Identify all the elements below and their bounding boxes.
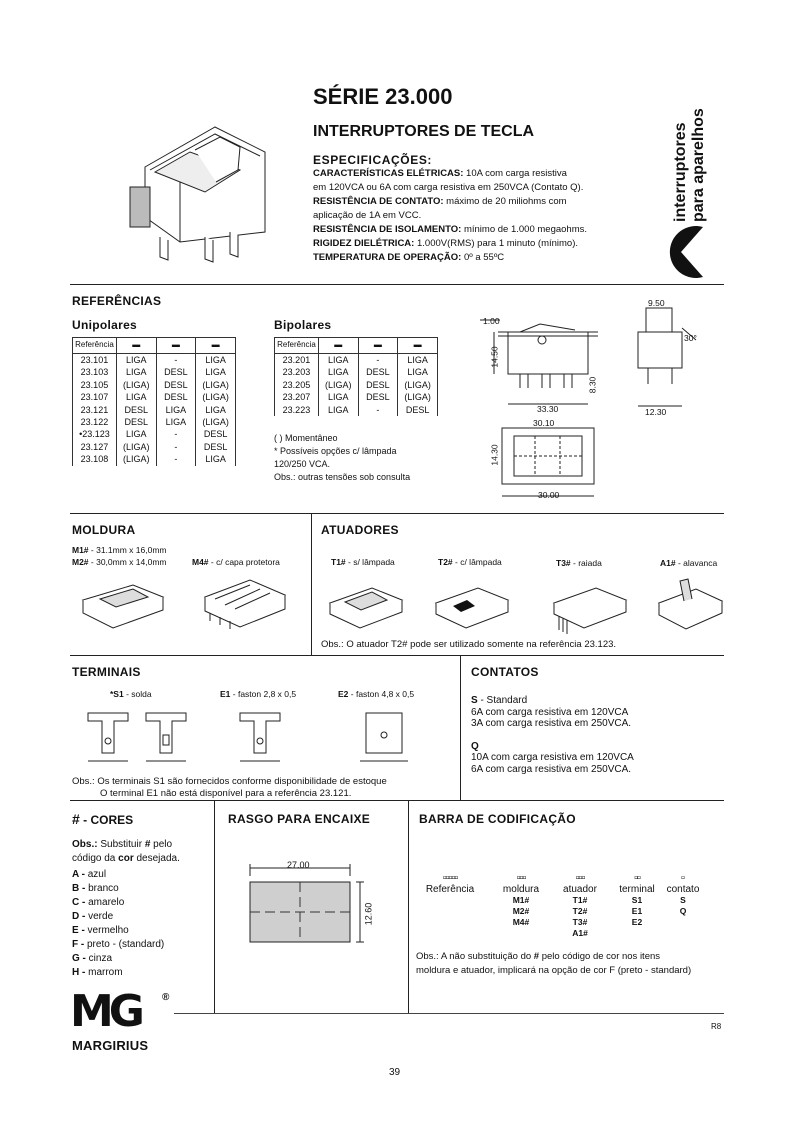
table-cell: - bbox=[376, 404, 380, 415]
table-cell: DESL bbox=[164, 379, 188, 390]
code-boxes-icon: ▫▫▫ bbox=[516, 872, 526, 884]
contato-line: 10A com carga resistiva em 120VCA bbox=[471, 752, 634, 763]
table-cell: 23.127 bbox=[80, 441, 109, 452]
table-cell: - bbox=[174, 454, 178, 465]
specs-list bbox=[313, 167, 643, 265]
note-line: O terminal E1 não está disponível para a referência 23.121. bbox=[100, 788, 352, 799]
dim-label: 14.50 bbox=[489, 346, 500, 368]
dim-label: 30.00 bbox=[538, 490, 560, 500]
dim-label: 30.10 bbox=[533, 418, 555, 428]
table-cell: 23.205 bbox=[282, 379, 311, 390]
table-cell: LIGA bbox=[327, 392, 349, 403]
dim-label: 14.30 bbox=[489, 444, 500, 466]
table-cell: DESL bbox=[124, 417, 148, 428]
barra-heading: BARRA DE CODIFICAÇÃO bbox=[419, 812, 576, 826]
table-cell: DESL bbox=[124, 404, 148, 415]
table-cell: 23.223 bbox=[282, 404, 311, 415]
rocker-pos-2-icon: ▬ bbox=[358, 338, 398, 354]
revision: R8 bbox=[711, 1022, 722, 1031]
table-cell: LIGA bbox=[327, 367, 349, 378]
bipolar-title: Bipolares bbox=[274, 318, 332, 332]
rasgo-height: 12.60 bbox=[363, 902, 374, 926]
table-cell: LIGA bbox=[205, 367, 226, 378]
spec-line: CARACTERÍSTICAS ELÉTRICAS: 10A com carga resistiva bbox=[313, 168, 567, 179]
terminal-e2-drawing bbox=[350, 703, 430, 773]
divider bbox=[70, 655, 724, 656]
table-cell: - bbox=[174, 355, 178, 365]
specs-heading: ESPECIFICAÇÕES: bbox=[313, 153, 433, 167]
contato-line: 6A com carga resistiva em 120VCA bbox=[471, 706, 629, 718]
unipolar-title: Unipolares bbox=[72, 318, 138, 332]
table-cell: LIGA bbox=[205, 355, 226, 365]
terminal-e2: E2 - faston 4,8 x 0,5 bbox=[338, 689, 415, 699]
table-cell: 23.203 bbox=[282, 367, 311, 378]
list-item: B - branco bbox=[72, 883, 119, 894]
table-cell: (LIGA) bbox=[122, 379, 150, 390]
table-cell: 23.201 bbox=[282, 355, 311, 365]
code-col-options: S Q bbox=[679, 895, 687, 916]
atuador-t1-image bbox=[327, 578, 407, 633]
table-cell: LIGA bbox=[125, 429, 147, 440]
table-cell: (LIGA) bbox=[404, 392, 431, 403]
dim-label: 1.00 bbox=[483, 316, 500, 326]
table-cell: LIGA bbox=[125, 355, 147, 365]
atuador-t1: T1# - s/ lâmpada bbox=[331, 557, 395, 567]
code-col-reference bbox=[421, 872, 479, 895]
side-label-line-2: para aparelhos bbox=[690, 108, 707, 222]
code-col-label: contato bbox=[666, 884, 700, 895]
reference-notes bbox=[274, 432, 410, 484]
position-column bbox=[116, 354, 156, 466]
position-column bbox=[318, 354, 358, 417]
code-col-moldura bbox=[497, 872, 545, 928]
table-cell: LIGA bbox=[125, 392, 147, 403]
list-item: G - cinza bbox=[72, 953, 113, 964]
spec-line: RIGIDEZ DIELÉTRICA: 1.000V(RMS) para 1 minuto (mínimo). bbox=[313, 238, 579, 249]
table-cell: - bbox=[174, 441, 178, 452]
terminal-e1: E1 - faston 2,8 x 0,5 bbox=[220, 689, 297, 699]
contato-line: 3A com carga resistiva em 250VCA. bbox=[471, 718, 632, 729]
terminais-heading: TERMINAIS bbox=[72, 665, 141, 679]
code-col-contato bbox=[662, 872, 704, 917]
terminal-s1-drawing bbox=[78, 703, 208, 773]
table-cell: (LIGA) bbox=[202, 392, 229, 403]
spec-line: em 120VCA ou 6A com carga resistiva em 250VCA (Contato Q). bbox=[313, 182, 584, 193]
list-item: H - marrom bbox=[72, 967, 123, 978]
atuador-a1: A1# - alavanca bbox=[660, 558, 718, 568]
table-cell: LIGA bbox=[165, 404, 187, 415]
table-cell: (LIGA) bbox=[202, 417, 229, 428]
table-cell: 23.103 bbox=[80, 367, 109, 378]
table-cell: LIGA bbox=[205, 454, 226, 465]
table-cell: 23.108 bbox=[80, 454, 109, 465]
atuador-t3-image bbox=[551, 578, 631, 638]
cores-obs: Obs.: Substituir # pelo código da cor desejada. bbox=[72, 839, 180, 864]
moldura-m4-image bbox=[200, 575, 290, 630]
table-cell: (LIGA) bbox=[202, 379, 229, 390]
table-cell: LIGA bbox=[205, 404, 226, 415]
rocker-pos-2-icon: ▬ bbox=[156, 338, 196, 354]
position-column bbox=[358, 354, 398, 417]
contatos-heading: CONTATOS bbox=[471, 665, 539, 679]
table-cell: LIGA bbox=[165, 417, 187, 428]
side-label-emblem-icon bbox=[663, 222, 713, 282]
table-cell: LIGA bbox=[407, 367, 428, 378]
spec-line: RESISTÊNCIA DE ISOLAMENTO: mínimo de 1.000 megaohms. bbox=[313, 224, 588, 235]
terminal-e1-drawing bbox=[230, 703, 310, 773]
table-header-reference: Referência bbox=[275, 338, 319, 354]
note-line: ( ) Momentâneo bbox=[274, 433, 338, 443]
moldura-heading: MOLDURA bbox=[72, 523, 136, 537]
cores-heading: # - CORES bbox=[72, 811, 134, 827]
code-boxes-icon: ▫ bbox=[681, 872, 685, 884]
divider bbox=[70, 284, 724, 285]
side-label bbox=[672, 62, 716, 222]
divider-vertical bbox=[214, 800, 215, 1013]
table-cell: DESL bbox=[366, 367, 390, 378]
table-cell: LIGA bbox=[327, 404, 349, 415]
side-label-line-1: interruptores bbox=[672, 122, 689, 222]
table-cell: 23.101 bbox=[80, 355, 109, 365]
code-col-label: atuador bbox=[563, 884, 597, 895]
rocker-pos-1-icon: ▬ bbox=[116, 338, 156, 354]
ref-column bbox=[275, 354, 319, 417]
table-cell: •23.123 bbox=[79, 429, 110, 440]
brand-name: MARGIRIUS bbox=[72, 1038, 149, 1053]
barra-obs: Obs.: A não substituição do # pelo código de cor nos itens moldura e atuador, implicará na opção de cor F (preto - standard) bbox=[416, 951, 692, 976]
spec-line: RESISTÊNCIA DE CONTATO: máximo de 20 miliohms com bbox=[313, 196, 567, 207]
table-cell: DESL bbox=[203, 441, 228, 452]
page-number: 39 bbox=[389, 1067, 401, 1078]
table-cell: LIGA bbox=[327, 355, 349, 365]
moldura-m1-image bbox=[78, 575, 168, 630]
front-view-drawing bbox=[628, 298, 708, 418]
table-cell: LIGA bbox=[407, 355, 428, 365]
dim-label: 30° bbox=[684, 333, 697, 343]
spec-line: TEMPERATURA DE OPERAÇÃO: 0º a 55ºC bbox=[313, 252, 505, 263]
code-boxes-icon: ▫▫▫▫▫ bbox=[442, 872, 458, 884]
bipolar-table bbox=[274, 337, 438, 416]
code-col-terminal bbox=[614, 872, 660, 928]
subtitle: INTERRUPTORES DE TECLA bbox=[313, 123, 535, 140]
table-cell: (LIGA) bbox=[122, 454, 150, 465]
terminal-s1: *S1 - solda bbox=[110, 689, 152, 699]
list-item: E - vermelho bbox=[72, 925, 129, 936]
color-list bbox=[72, 868, 164, 980]
table-cell: DESL bbox=[203, 429, 228, 440]
switch-illustration bbox=[120, 112, 270, 272]
code-col-options: T1# T2# T3# A1# bbox=[572, 895, 588, 938]
note-line: 120/250 VCA. bbox=[274, 459, 331, 469]
atuador-t2: T2# - c/ lâmpada bbox=[438, 557, 502, 567]
table-cell: DESL bbox=[366, 392, 390, 403]
note-line: Obs.: outras tensões sob consulta bbox=[274, 472, 411, 482]
dim-label: 33.30 bbox=[537, 404, 559, 414]
code-col-options: M1# M2# M4# bbox=[512, 895, 530, 927]
rasgo-width: 27.00 bbox=[287, 860, 310, 870]
rocker-pos-1-icon: ▬ bbox=[318, 338, 358, 354]
contatos-body bbox=[471, 695, 634, 775]
divider bbox=[70, 513, 724, 514]
code-boxes-icon: ▫▫ bbox=[634, 872, 640, 884]
series-title: SÉRIE 23.000 bbox=[313, 84, 453, 109]
atuador-a1-image bbox=[656, 575, 726, 635]
ref-column bbox=[73, 354, 117, 466]
atuadores-note: Obs.: O atuador T2# pode ser utilizado somente na referência 23.123. bbox=[321, 639, 617, 650]
atuador-t2-image bbox=[433, 578, 513, 633]
table-cell: - bbox=[376, 355, 380, 365]
table-cell: LIGA bbox=[125, 367, 147, 378]
table-header-reference: Referência bbox=[73, 338, 117, 354]
spec-line: aplicação de 1A em VCC. bbox=[313, 210, 422, 221]
rasgo-drawing bbox=[246, 862, 396, 952]
code-col-label: terminal bbox=[619, 884, 655, 895]
code-boxes-icon: ▫▫▫ bbox=[575, 872, 585, 884]
table-cell: 23.105 bbox=[80, 379, 109, 390]
code-col-label: Referência bbox=[425, 884, 475, 895]
divider-vertical bbox=[311, 513, 312, 655]
code-col-label: moldura bbox=[502, 884, 540, 895]
moldura-m2: M2# - 30,0mm x 14,0mm bbox=[72, 557, 167, 567]
moldura-m1: M1# - 31.1mm x 16,0mm bbox=[72, 545, 167, 555]
list-item: F - preto - (standard) bbox=[72, 939, 165, 950]
rasgo-heading: RASGO PARA ENCAIXE bbox=[228, 812, 371, 826]
code-col-atuador bbox=[556, 872, 604, 939]
table-cell: DESL bbox=[366, 379, 390, 390]
dim-label: 9.50 bbox=[648, 298, 665, 308]
unipolar-table bbox=[72, 337, 236, 466]
references-heading: REFERÊNCIAS bbox=[72, 294, 162, 308]
note-line: * Possíveis opções c/ lâmpada bbox=[274, 446, 397, 456]
contato-s: S - Standard bbox=[471, 695, 528, 706]
note-line: Obs.: Os terminais S1 são fornecidos conforme disponibilidade de estoque bbox=[72, 776, 387, 787]
table-cell: DESL bbox=[164, 392, 188, 403]
list-item: C - amarelo bbox=[72, 897, 125, 908]
table-cell: (LIGA) bbox=[122, 441, 150, 452]
dim-label: 8.30 bbox=[587, 376, 598, 394]
terminais-note bbox=[72, 776, 387, 800]
table-cell: (LIGA) bbox=[324, 379, 352, 390]
position-column bbox=[398, 354, 438, 417]
table-cell: (LIGA) bbox=[404, 379, 431, 390]
brand-logo: MG ® bbox=[70, 986, 170, 1037]
position-column bbox=[156, 354, 196, 466]
divider bbox=[70, 800, 724, 801]
code-col-options: S1 E1 E2 bbox=[631, 895, 643, 927]
rocker-pos-3-icon: ▬ bbox=[398, 338, 438, 354]
list-item: D - verde bbox=[72, 911, 114, 922]
table-cell: 23.122 bbox=[80, 417, 109, 428]
rocker-pos-3-icon: ▬ bbox=[196, 338, 236, 354]
list-item: A - azul bbox=[72, 869, 107, 880]
footer-line bbox=[174, 1013, 724, 1014]
table-cell: 23.207 bbox=[282, 392, 311, 403]
table-cell: - bbox=[174, 429, 178, 440]
divider-vertical bbox=[460, 655, 461, 800]
table-cell: DESL bbox=[405, 404, 430, 415]
contato-line: 6A com carga resistiva em 250VCA. bbox=[471, 763, 632, 775]
table-cell: 23.121 bbox=[80, 404, 109, 415]
contato-q: Q bbox=[471, 740, 479, 752]
atuadores-heading: ATUADORES bbox=[321, 523, 399, 537]
divider-vertical bbox=[408, 800, 409, 1013]
dim-label: 12.30 bbox=[645, 407, 667, 417]
atuador-t3: T3# - raiada bbox=[556, 558, 602, 568]
moldura-m4: M4# - c/ capa protetora bbox=[192, 557, 280, 567]
table-cell: 23.107 bbox=[80, 392, 109, 403]
position-column bbox=[196, 354, 236, 466]
table-cell: DESL bbox=[164, 367, 188, 378]
